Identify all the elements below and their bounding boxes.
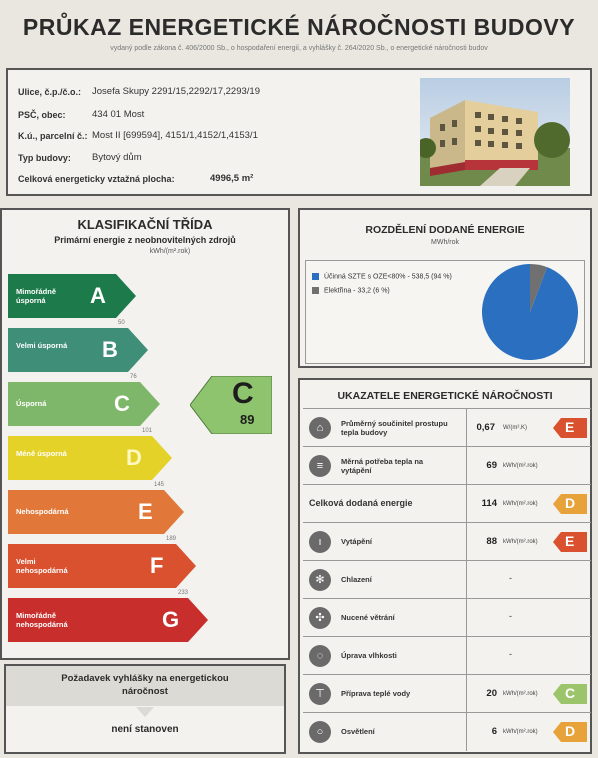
result-class-value: 89 (240, 412, 255, 427)
street-value: Josefa Skupy 2291/15,2292/17,2293/19 (92, 86, 260, 97)
radiator-icon: ≡ (309, 455, 331, 477)
indicator-class-badge (553, 494, 587, 514)
legend-swatch (312, 287, 319, 294)
faucet-icon: ⊤ (309, 683, 331, 705)
indicator-row (303, 522, 591, 561)
indicator-unit: kWh/(m².rok) (503, 539, 538, 545)
indicator-row (303, 598, 591, 637)
result-class-letter: C (232, 377, 254, 410)
type-value: Bytový dům (92, 152, 142, 163)
class-band-d (8, 436, 172, 480)
indicator-class-badge (553, 532, 587, 552)
indicator-class-letter: D (565, 723, 576, 739)
snowflake-icon: ✻ (309, 569, 331, 591)
legend-swatch (312, 273, 319, 280)
indicator-class-badge (553, 684, 587, 704)
indicator-unit: kWh/(m².rok) (503, 501, 538, 507)
indicator-row (303, 484, 591, 523)
class-band-label: Mimořádně nehospodárná (16, 611, 68, 629)
indicator-label: Celková dodaná energie (309, 498, 413, 508)
indicator-class-badge (553, 722, 587, 742)
indicator-unit: kWh/(m².rok) (503, 729, 538, 735)
indicator-value: - (509, 649, 512, 659)
indicator-row (303, 712, 591, 751)
class-band-letter: A (90, 283, 106, 308)
indicator-label: Nucené větrání (341, 613, 395, 622)
legend-item (312, 282, 390, 300)
indicator-unit: kWh/(m².rok) (503, 463, 538, 469)
indicator-label: Úprava vlhkosti (341, 651, 397, 660)
indicator-value: 0,67 (476, 422, 495, 433)
class-threshold: 145 (154, 482, 165, 488)
thermometer-icon: ı (309, 531, 331, 553)
classification-subtitle: Primární energie z neobnovitelných zdrojů (54, 235, 236, 245)
ku-value: Most II [699594], 4151/1,4152/1,4153/1 (92, 130, 258, 141)
psc-value: 434 01 Most (92, 109, 145, 120)
indicator-unit: kWh/(m².rok) (503, 691, 538, 697)
indicator-label: Příprava teplé vody (341, 689, 411, 698)
indicator-class-letter: C (565, 685, 576, 701)
indicator-row (303, 446, 591, 485)
indicator-class-badge (553, 418, 587, 438)
classification-title: KLASIFIKAČNÍ TŘÍDA (77, 217, 213, 232)
psc-label: PSČ, obec: (18, 110, 66, 120)
indicator-label: Vytápění (341, 537, 372, 546)
indicator-label: Měrná potřeba tepla na vytápění (341, 457, 424, 475)
indicator-value: 88 (486, 536, 497, 547)
indicator-row (303, 408, 591, 447)
page-subtitle: vydaný podle zákona č. 406/2000 Sb., o hospodaření energií, a vyhlášky č. 264/2020 Sb., o energetické náročnosti budov (110, 45, 488, 52)
class-threshold: 189 (166, 536, 177, 542)
class-band-letter: B (102, 337, 118, 362)
legend-label: Elektřina - 33,2 (6 %) (324, 287, 390, 295)
house-icon: ⌂ (309, 417, 331, 439)
indicator-row (303, 674, 591, 713)
class-threshold: 50 (118, 320, 125, 326)
requirement-title: Požadavek vyhlášky na energetickou náročnost (61, 673, 229, 697)
bulb-icon: ○ (309, 721, 331, 743)
distribution-pie (480, 262, 580, 362)
class-band-c (8, 382, 160, 426)
humidity-icon: ◌ (309, 645, 331, 667)
indicator-label: Chlazení (341, 575, 372, 584)
indicator-unit: W/(m².K) (503, 425, 527, 431)
class-band-letter: F (150, 553, 164, 578)
result-class-arrow (190, 376, 272, 434)
class-band-g (8, 598, 208, 642)
indicator-class-letter: E (565, 419, 575, 435)
indicator-value: 69 (486, 460, 497, 471)
fan-icon: ✣ (309, 607, 331, 629)
indicators-title: UKAZATELE ENERGETICKÉ NÁROČNOSTI (337, 390, 553, 402)
distribution-unit: MWh/rok (431, 239, 459, 246)
indicator-value: - (509, 573, 512, 583)
indicator-value: 20 (486, 688, 497, 699)
class-threshold: 233 (178, 590, 189, 596)
class-band-letter: C (114, 391, 130, 416)
area-value: 4996,5 m² (210, 173, 254, 184)
indicator-class-letter: E (565, 533, 575, 549)
class-band-label: Úsporná (16, 399, 47, 408)
indicator-label: Průměrný součinitel prostupu tepla budovy (341, 419, 448, 437)
distribution-title: ROZDĚLENÍ DODANÉ ENERGIE (365, 224, 525, 236)
requirement-value: není stanoven (111, 724, 179, 735)
ku-label: K.ú., parcelní č.: (18, 131, 88, 141)
class-band-letter: D (126, 445, 142, 470)
class-band-a (8, 274, 136, 318)
class-band-b (8, 328, 148, 372)
page-title: PRŮKAZ ENERGETICKÉ NÁROČNOSTI BUDOVY (22, 14, 576, 40)
class-band-label: Velmi úsporná (16, 341, 68, 350)
class-band-label: Mimořádně úsporná (16, 287, 57, 305)
class-threshold: 76 (130, 374, 137, 380)
indicator-class-letter: D (565, 495, 576, 511)
indicator-row (303, 560, 591, 599)
legend-label: Účinná SZTE s OZE<80% - 538,5 (94 %) (324, 273, 452, 281)
indicator-value: 6 (491, 726, 497, 737)
building-photo (420, 78, 570, 186)
class-threshold: 101 (142, 428, 153, 434)
class-band-letter: E (138, 499, 153, 524)
indicator-label: Osvětlení (341, 727, 375, 736)
indicator-value: 114 (481, 498, 497, 509)
indicator-row (303, 636, 591, 675)
type-label: Typ budovy: (18, 153, 71, 163)
class-band-f (8, 544, 196, 588)
class-band-label: Nehospodárná (16, 507, 69, 516)
street-label: Ulice, č.p./č.o.: (18, 87, 82, 97)
class-band-e (8, 490, 184, 534)
classification-unit: kWh/(m².rok) (149, 248, 191, 255)
area-label: Celková energeticky vztažná plocha: (18, 174, 175, 184)
class-band-label: Velmi nehospodárná (16, 557, 68, 575)
indicator-value: - (509, 611, 512, 621)
class-band-letter: G (162, 607, 180, 632)
class-band-label: Méně úsporná (16, 449, 67, 458)
